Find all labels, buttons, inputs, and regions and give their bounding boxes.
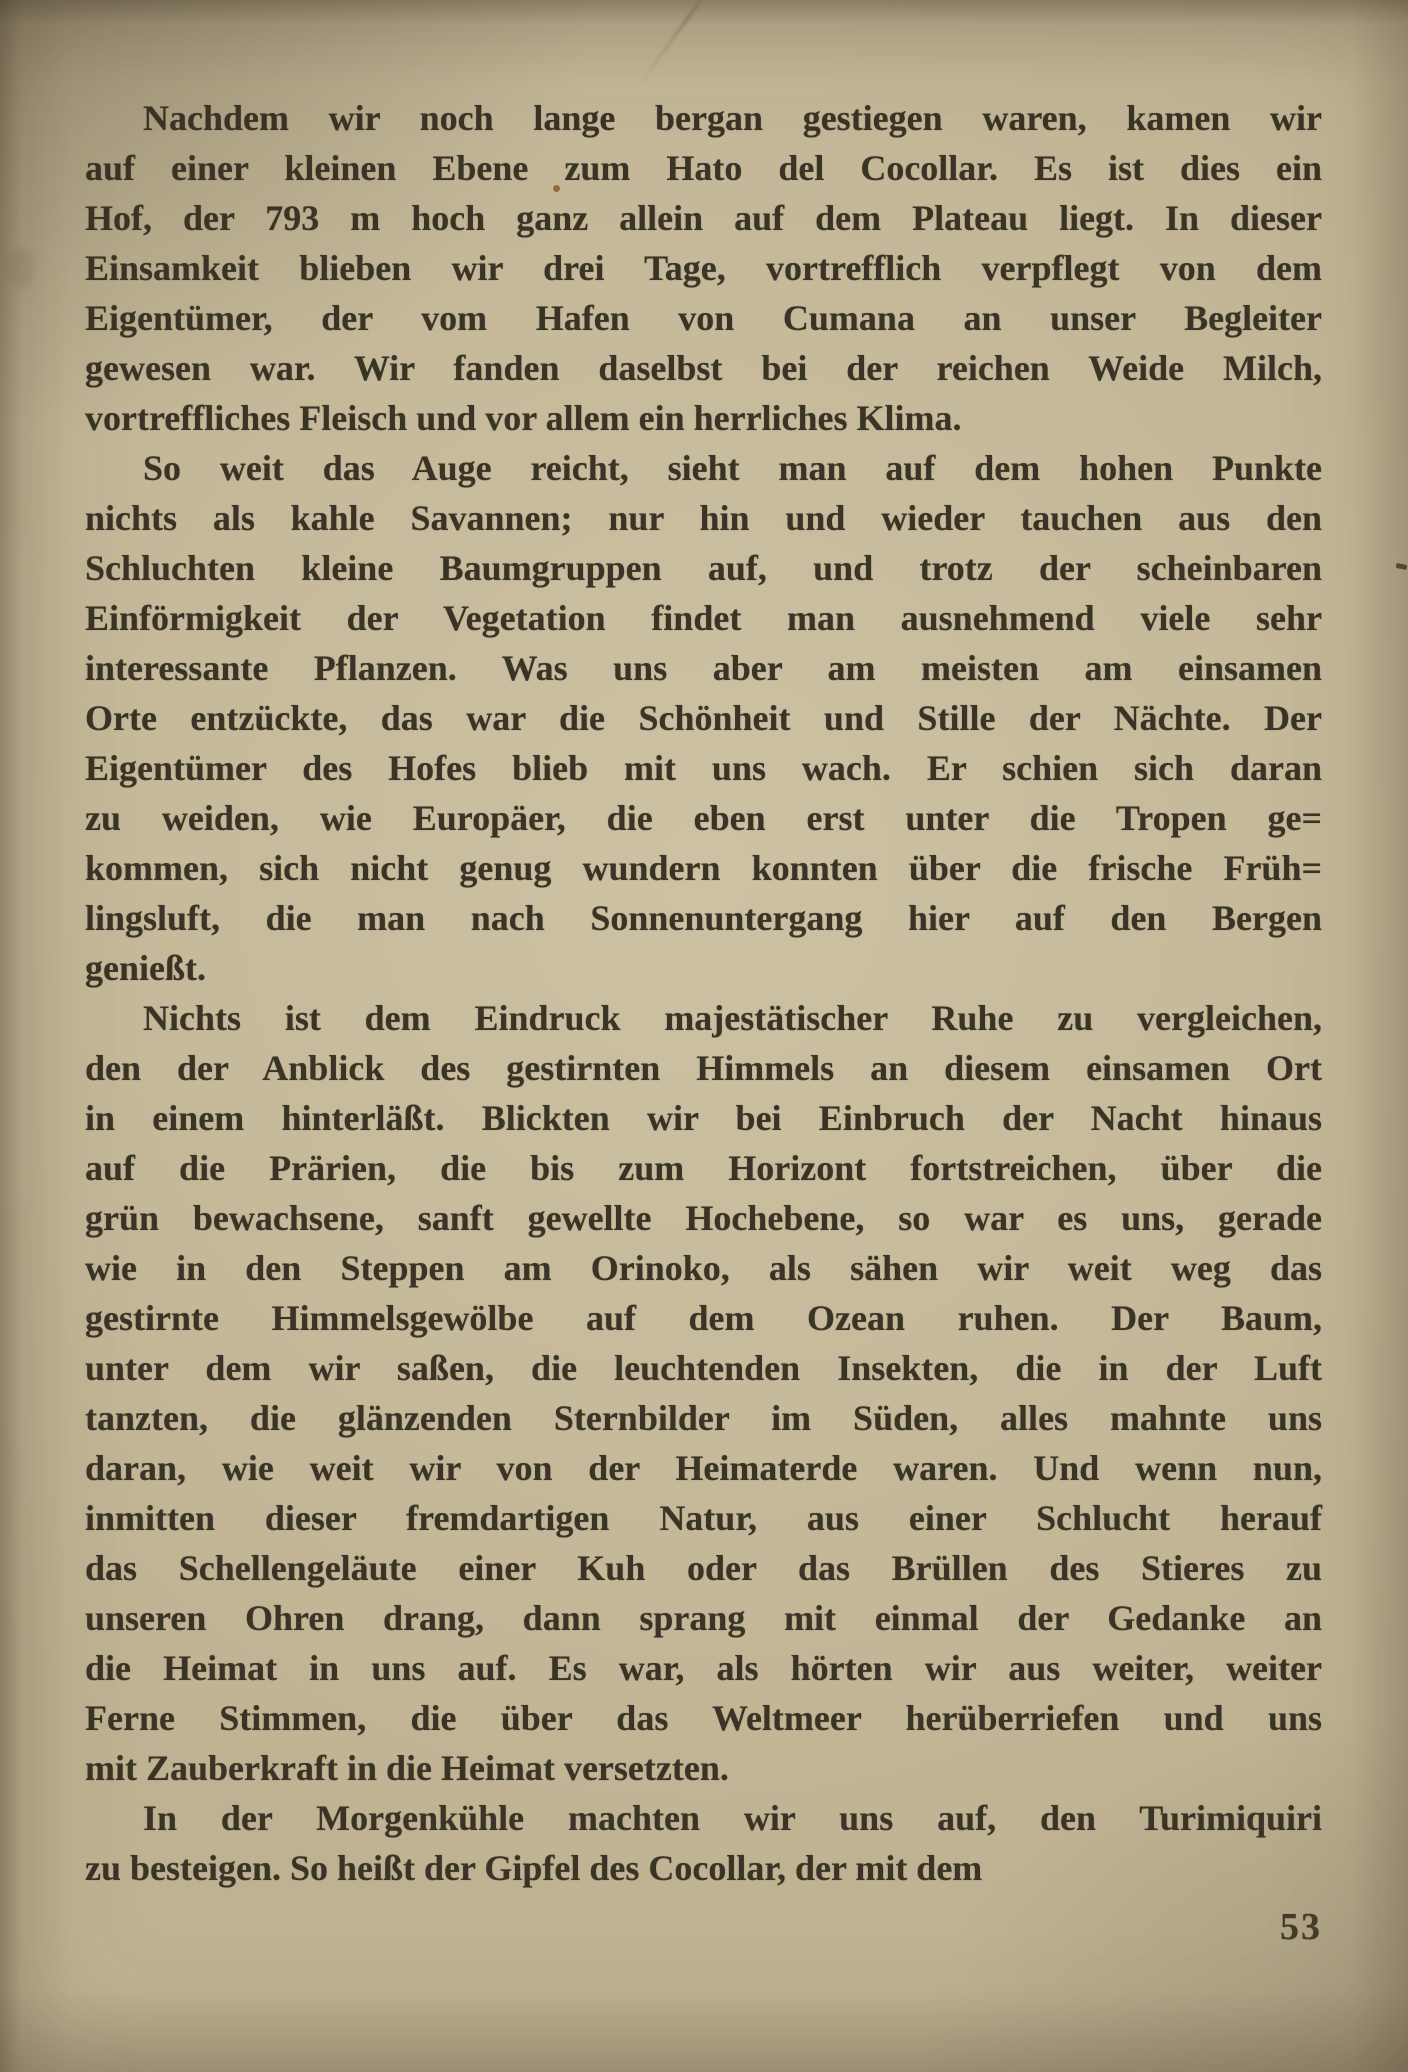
text-line: kommen, sich nicht genug wundern konnten über die frische Früh= xyxy=(85,848,1322,888)
text-line: Eigentümer des Hofes blieb mit uns wach. Er schien sich daran xyxy=(85,748,1322,788)
text-line: In der Morgenkühle machten wir uns auf, den Turimiquiri xyxy=(143,1798,1322,1838)
text-line: daran, wie weit wir von der Heimaterde waren. Und wenn nun, xyxy=(85,1448,1322,1488)
text-line: Einsamkeit blieben wir drei Tage, vortrefflich verpflegt von dem xyxy=(85,248,1322,288)
text-line: gewesen war. Wir fanden daselbst bei der reichen Weide Milch, xyxy=(85,348,1322,388)
text-line: auf die Prärien, die bis zum Horizont fortstreichen, über die xyxy=(85,1148,1322,1188)
text-line: interessante Pflanzen. Was uns aber am meisten am einsamen xyxy=(85,648,1322,688)
text-line: den der Anblick des gestirnten Himmels an diesem einsamen Ort xyxy=(85,1048,1322,1088)
text-line: vortreffliches Fleisch und vor allem ein herrliches Klima. xyxy=(85,398,962,438)
edge-ink-speck xyxy=(1396,563,1408,570)
text-line: grün bewachsene, sanft gewellte Hochebene, so war es uns, gerade xyxy=(85,1198,1322,1238)
text-line: nichts als kahle Savannen; nur hin und wieder tauchen aus den xyxy=(85,498,1322,538)
text-line: Ferne Stimmen, die über das Weltmeer herüberriefen und uns xyxy=(85,1698,1322,1738)
text-line: gestirnte Himmelsgewölbe auf dem Ozean ruhen. Der Baum, xyxy=(85,1298,1322,1338)
text-line: auf einer kleinen Ebene zum Hato del Cocollar. Es ist dies ein xyxy=(85,148,1322,188)
text-line: Nichts ist dem Eindruck majestätischer Ruhe zu vergleichen, xyxy=(143,998,1322,1038)
text-line: lingsluft, die man nach Sonnenuntergang hier auf den Bergen xyxy=(85,898,1322,938)
paper-blotch xyxy=(8,248,34,288)
text-line: Nachdem wir noch lange bergan gestiegen waren, kamen wir xyxy=(143,98,1322,138)
text-line: Orte entzückte, das war die Schönheit und Stille der Nächte. Der xyxy=(85,698,1322,738)
text-line: Schluchten kleine Baumgruppen auf, und trotz der scheinbaren xyxy=(85,548,1322,588)
text-line: zu weiden, wie Europäer, die eben erst unter die Tropen ge= xyxy=(85,798,1322,838)
text-line: die Heimat in uns auf. Es war, als hörten wir aus weiter, weiter xyxy=(85,1648,1322,1688)
text-line: Hof, der 793 m hoch ganz allein auf dem Plateau liegt. In dieser xyxy=(85,198,1322,238)
text-line: So weit das Auge reicht, sieht man auf dem hohen Punkte xyxy=(143,448,1322,488)
text-line: unseren Ohren drang, dann sprang mit einmal der Gedanke an xyxy=(85,1598,1322,1638)
text-line: in einem hinterläßt. Blickten wir bei Einbruch der Nacht hinaus xyxy=(85,1098,1322,1138)
text-line: unter dem wir saßen, die leuchtenden Insekten, die in der Luft xyxy=(85,1348,1322,1388)
text-line: Einförmigkeit der Vegetation findet man ausnehmend viele sehr xyxy=(85,598,1322,638)
text-line: mit Zauberkraft in die Heimat versetzten. xyxy=(85,1748,729,1788)
text-line: wie in den Steppen am Orinoko, als sähen wir weit weg das xyxy=(85,1248,1322,1288)
text-line: inmitten dieser fremdartigen Natur, aus einer Schlucht herauf xyxy=(85,1498,1322,1538)
text-line: das Schellengeläute einer Kuh oder das Brüllen des Stieres zu xyxy=(85,1548,1322,1588)
text-line: tanzten, die glänzenden Sternbilder im Süden, alles mahnte uns xyxy=(85,1398,1322,1438)
scratch-artifact xyxy=(635,0,716,90)
text-line: zu besteigen. So heißt der Gipfel des Cocollar, der mit dem xyxy=(85,1848,983,1888)
page-number: 53 xyxy=(1280,1906,1322,1948)
text-line: genießt. xyxy=(85,948,206,988)
page-text-block xyxy=(85,93,1322,1893)
text-line: Eigentümer, der vom Hafen von Cumana an unser Begleiter xyxy=(85,298,1322,338)
